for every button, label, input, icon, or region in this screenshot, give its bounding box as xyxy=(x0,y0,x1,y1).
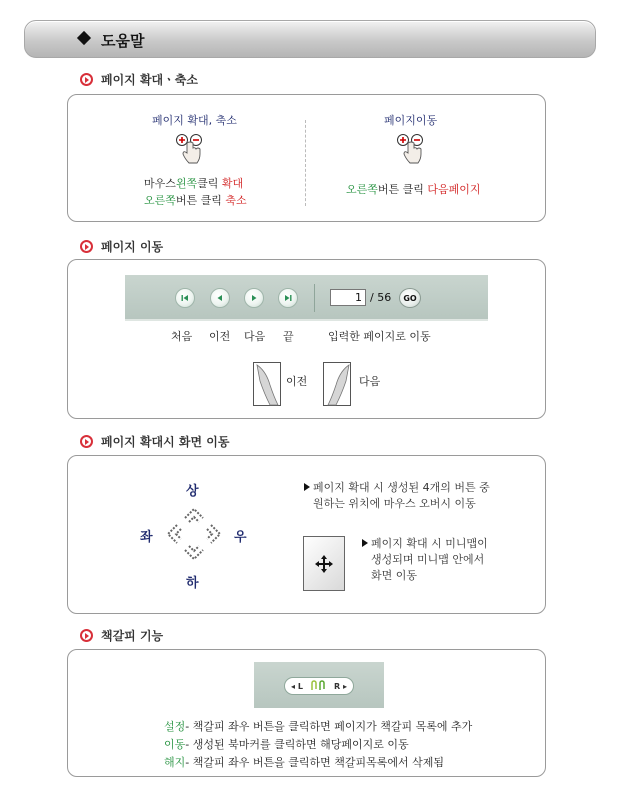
arrow-bullet-icon xyxy=(80,240,93,253)
prev-page-button[interactable] xyxy=(210,288,230,308)
section-title-pan: 페이지 확대시 화면 이동 xyxy=(80,433,229,449)
zoom-right-title: 페이지이동 xyxy=(384,114,438,127)
zoom-right-line: 오른쪽버튼 클릭 다음페이지 xyxy=(346,183,481,196)
bookmark-bar xyxy=(254,662,384,708)
bookmark-right-button[interactable]: R ▸ xyxy=(334,681,347,691)
next-icon xyxy=(249,293,259,303)
bookmark-pill xyxy=(284,677,354,695)
zoom-help-box xyxy=(67,94,546,222)
section-title-zoom: 페이지 확대ㆍ축소 xyxy=(80,71,198,87)
prev-icon xyxy=(215,293,225,303)
paperclip-icon xyxy=(309,680,327,692)
help-header xyxy=(24,20,596,58)
pointer-icon xyxy=(362,539,368,547)
last-page-icon xyxy=(283,293,293,303)
pan-arrows-icon xyxy=(161,504,227,564)
bar-divider xyxy=(314,284,315,312)
section-title-move: 페이지 이동 xyxy=(80,238,163,254)
bookmark-help-box xyxy=(67,649,546,777)
divider xyxy=(305,120,306,206)
zoom-left-title: 페이지 확대, 축소 xyxy=(152,114,237,127)
arrow-bullet-icon xyxy=(80,629,93,642)
last-page-button[interactable] xyxy=(278,288,298,308)
label-last: 끝 xyxy=(283,330,294,343)
zoom-left-line1: 마우스왼쪽클릭 확대 xyxy=(144,177,244,190)
arrow-bullet-icon xyxy=(80,435,93,448)
pan-note-1: 페이지 확대 시 생성된 4개의 버튼 중 원하는 위치에 마우스 오버시 이동 xyxy=(304,480,490,512)
dir-up-label: 상 xyxy=(186,484,199,499)
move-arrows-icon xyxy=(314,554,334,574)
curl-next-label: 다음 xyxy=(359,375,381,388)
page-number-input[interactable]: 1 xyxy=(330,289,366,306)
page-title: 도움말 xyxy=(101,32,145,50)
first-page-button[interactable] xyxy=(175,288,195,308)
dir-right-label: 우 xyxy=(234,530,247,545)
label-prev: 이전 xyxy=(209,330,231,343)
diamond-icon xyxy=(77,31,91,45)
label-first: 처음 xyxy=(171,330,193,343)
bookmark-line-3: 해지- 책갈피 좌우 버튼을 클릭하면 책갈피목록에서 삭제됨 xyxy=(164,756,444,769)
pan-note-2: 페이지 확대 시 미니맵이 생성되며 미니맵 안에서 화면 이동 xyxy=(362,536,488,584)
bookmark-line-1: 설정- 책갈피 좌우 버튼을 클릭하면 페이지가 책갈피 목록에 추가 xyxy=(164,720,473,733)
bookmark-line-2: 이동- 생성된 북마커를 클릭하면 해당페이지로 이동 xyxy=(164,738,409,751)
first-page-icon xyxy=(180,293,190,303)
prev-page-curl-icon xyxy=(253,362,281,406)
bookmark-left-button[interactable]: ◂ L xyxy=(291,681,303,691)
pointer-icon xyxy=(304,483,310,491)
mouse-right-click-icon xyxy=(396,133,424,165)
go-button[interactable]: GO xyxy=(399,288,421,308)
total-pages: / 56 xyxy=(370,291,392,304)
section-title-bookmark: 책갈피 기능 xyxy=(80,627,163,643)
next-page-button[interactable] xyxy=(244,288,264,308)
dir-down-label: 하 xyxy=(186,576,199,591)
move-help-box xyxy=(67,259,546,419)
pan-help-box xyxy=(67,455,546,614)
next-page-curl-icon xyxy=(323,362,351,406)
mouse-click-icon xyxy=(175,133,203,165)
label-input-move: 입력한 페이지로 이동 xyxy=(328,330,431,343)
curl-prev-label: 이전 xyxy=(286,375,308,388)
navigation-bar xyxy=(125,275,488,321)
arrow-bullet-icon xyxy=(80,73,93,86)
label-next: 다음 xyxy=(244,330,266,343)
zoom-left-line2: 오른쪽버튼 클릭 축소 xyxy=(144,194,247,207)
minimap-icon xyxy=(303,536,345,591)
dir-left-label: 좌 xyxy=(140,530,153,545)
